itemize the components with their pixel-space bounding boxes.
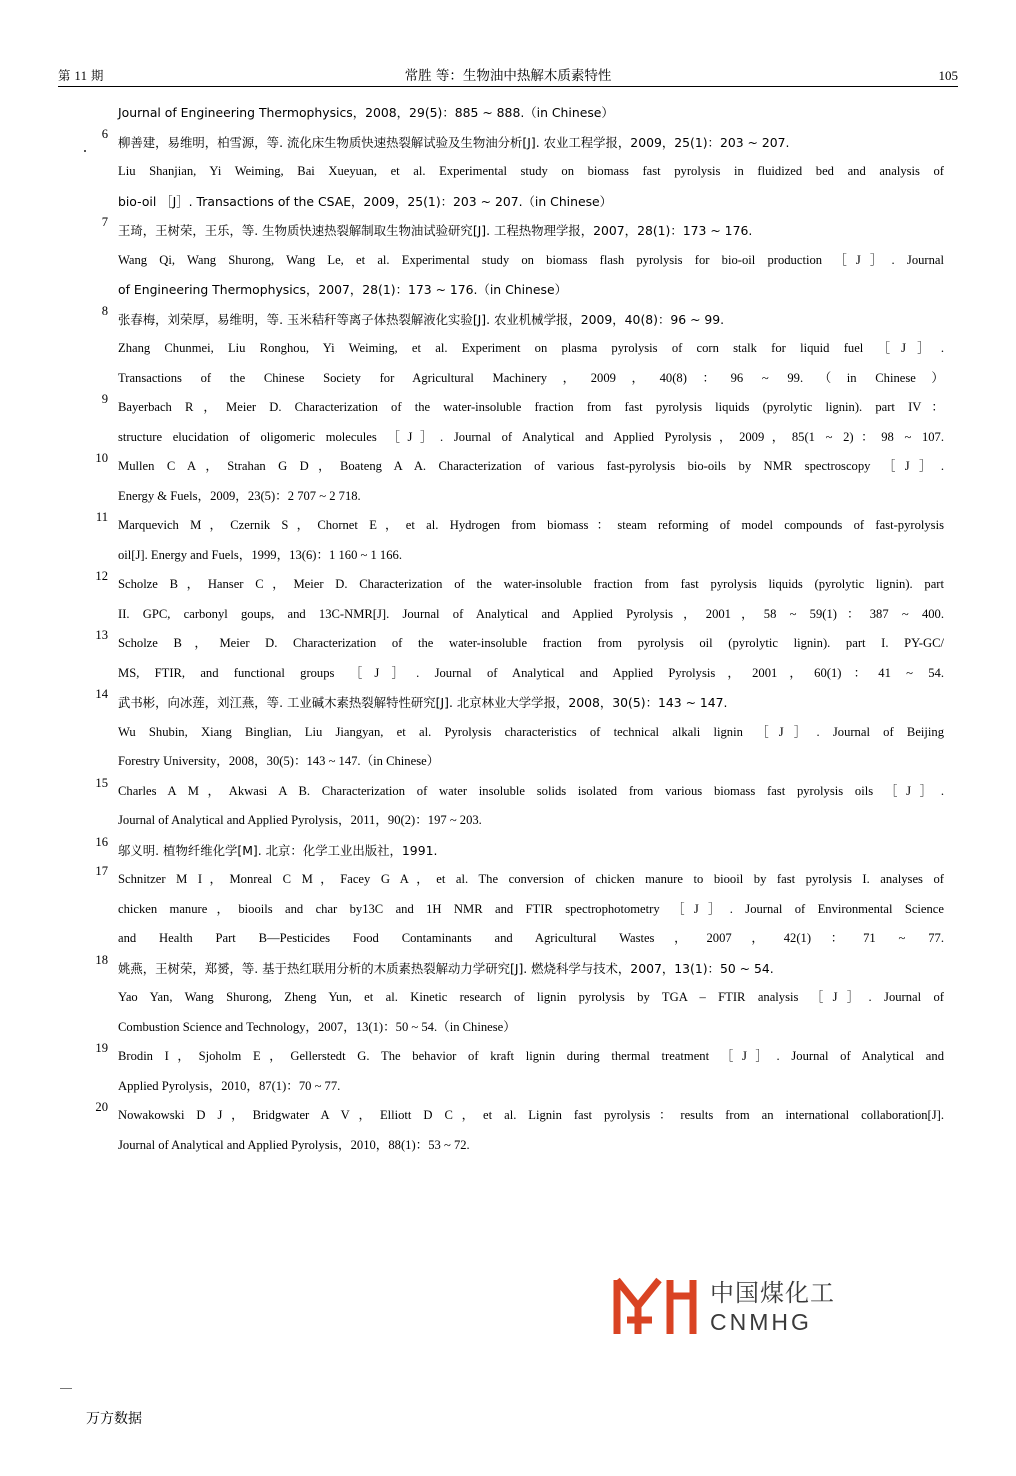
reference-line: Nowakowski D J，Bridgwater A V，Elliott D C，et al. Lignin fast pyrolysis：results from an international collaboration[J]. [118, 1108, 944, 1122]
reference-line: Combustion Science and Technology，2007，13(1)：50 ~ 54.（in Chinese） [118, 1019, 516, 1034]
reference-line: chicken manure，biooils and char by13C and 1H NMR and FTIR spectrophotometry ［J］. Journal of Environmental Science [118, 901, 944, 916]
reference-line: Zhang Chunmei, Liu Ronghou, Yi Weiming, et al. Experiment on plasma pyrolysis of corn stalk for liquid fuel ［J］. [118, 341, 944, 355]
reference-line: Wu Shubin, Xiang Binglian, Liu Jiangyan, et al. Pyrolysis characteristics of technical alkali lignin ［J］. Journal of Beijing [118, 724, 944, 739]
reference-number: 20 [95, 1100, 108, 1114]
reference-number: 9 [101, 392, 108, 406]
reference-item [84, 629, 944, 688]
reference-line: Bayerbach R，Meier D. Characterization of the water-insoluble fraction from fast pyrolysis liquids (pyrolytic lignin). part IV： [118, 400, 944, 414]
reference-line: of Engineering Thermophysics，2007，28(1)：173 ~ 176.（in Chinese） [118, 282, 567, 297]
cnmhg-logo-icon [612, 1276, 698, 1338]
reference-line: 柳善建，易维明，柏雪源，等. 流化床生物质快速热裂解试验及生物油分析[J]. 农业工程学报，2009，25(1)：203 ~ 207. [118, 134, 790, 150]
reference-line: Scholze B，Hanser C，Meier D. Characterization of the water-insoluble fraction from fast pyrolysis liquids (pyrolytic lignin). part [118, 577, 944, 591]
reference-number: 10 [95, 451, 108, 465]
margin-tick-lower [60, 1388, 72, 1389]
reference-line: Yao Yan, Wang Shurong, Zheng Yun, et al. Kinetic research of lignin pyrolysis by TGA – FTIR analysis ［J］. Journal of [118, 990, 944, 1004]
reference-number: 6 [101, 126, 108, 141]
reference-item [84, 688, 944, 777]
reference-line: 王琦，王树荣，王乐，等. 生物质快速热裂解制取生物油试验研究[J]. 工程热物理学报，2007，28(1)：173 ~ 176. [118, 223, 753, 238]
reference-line: Journal of Engineering Thermophysics，2008，29(5)：885 ~ 888.（in Chinese） [118, 105, 614, 120]
reference-item [84, 570, 944, 629]
reference-number: 7 [101, 215, 108, 229]
reference-number: 14 [95, 687, 108, 701]
reference-item [84, 305, 944, 394]
reference-number: 16 [95, 834, 108, 849]
reference-number: 12 [95, 569, 108, 583]
reference-number: 18 [95, 952, 108, 967]
reference-line: Schnitzer M I，Monreal C M，Facey G A，et al. The conversion of chicken manure to biooil by fast pyrolysis I. analyses of [118, 872, 944, 886]
reference-line: Journal of Analytical and Applied Pyrolysis，2011，90(2)：197 ~ 203. [118, 813, 482, 827]
reference-line: II. GPC, carbonyl goups, and 13C-NMR[J]. Journal of Analytical and Applied Pyrolysis，2001，58 ~ 59(1)：387 ~ 400. [118, 606, 944, 621]
reference-item [84, 954, 944, 1043]
running-head-title: 常胜 等：生物油中热解木质素特性 [404, 68, 612, 84]
reference-item [84, 1101, 944, 1160]
reference-number: 13 [95, 628, 108, 642]
reference-line: Journal of Analytical and Applied Pyrolysis，2010，88(1)：53 ~ 72. [118, 1137, 470, 1152]
publisher-logo [612, 1276, 842, 1344]
reference-line: Brodin I，Sjoholm E，Gellerstedt G. The behavior of kraft lignin during thermal treatment ［J］. Journal of Analytical and [118, 1049, 944, 1063]
reference-line: 姚燕，王树荣，郑赟，等. 基于热红联用分析的木质素热裂解动力学研究[J]. 燃烧科学与技术，2007，13(1)：50 ~ 54. [118, 960, 774, 976]
reference-line: Energy & Fuels，2009，23(5)：2 707 ~ 2 718. [118, 488, 361, 503]
footer-source: 万方数据 [86, 1411, 142, 1427]
reference-item [84, 393, 944, 452]
reference-line: Mullen C A，Strahan G D，Boateng A A. Characterization of various fast-pyrolysis bio-oils by NMR spectroscopy ［J］. [118, 459, 944, 473]
reference-number: 11 [95, 510, 108, 524]
reference-list [84, 98, 944, 1160]
reference-line: Scholze B，Meier D. Characterization of the water-insoluble fraction from pyrolysis oil (pyrolytic lignin). part I. PY-GC/ [118, 636, 944, 650]
reference-line: oil[J]. Energy and Fuels，1999，13(6)：1 160 ~ 1 166. [118, 547, 402, 562]
reference-line: 邬义明. 植物纤维化学[M]. 北京：化学工业出版社，1991. [118, 842, 438, 858]
reference-line: structure elucidation of oligomeric molecules ［J］. Journal of Analytical and Applied Pyrolysis，2009，85(1 ~ 2)：98 ~ 107. [118, 429, 944, 444]
reference-number: 17 [95, 864, 108, 878]
reference-line: Liu Shanjian, Yi Weiming, Bai Xueyuan, et al. Experimental study on biomass fast pyrolysis in fluidized bed and analysis of [118, 164, 944, 178]
reference-item [84, 511, 944, 570]
reference-line: Charles A M，Akwasi A B. Characterization of water insoluble solids isolated from various biomass fast pyrolysis oils ［J］. [118, 783, 944, 798]
reference-line: Transactions of the Chinese Society for Agricultural Machinery，2009，40(8)：96 ~ 99.（in Chinese） [118, 370, 944, 385]
running-head-left: 第 11 期 [58, 69, 104, 83]
reference-number: 15 [95, 775, 108, 790]
logo-text [710, 1278, 850, 1336]
reference-item [84, 128, 944, 217]
header-rule [58, 86, 958, 87]
reference-line: Applied Pyrolysis，2010，87(1)：70 ~ 77. [118, 1078, 341, 1093]
running-head [58, 58, 958, 84]
reference-continuation [84, 98, 944, 128]
reference-item [84, 216, 944, 305]
logo-chinese-name: 中国煤化工 [710, 1279, 835, 1307]
reference-line: bio-oil ［J］. Transactions of the CSAE，2009，25(1)：203 ~ 207.（in Chinese） [118, 193, 613, 209]
logo-english-name: CNMHG [710, 1309, 812, 1335]
reference-number: 19 [95, 1041, 108, 1055]
reference-item [84, 865, 944, 954]
reference-number: 8 [101, 303, 108, 318]
reference-item [84, 836, 944, 866]
reference-line: Wang Qi, Wang Shurong, Wang Le, et al. Experimental study on biomass flash pyrolysis for bio-oil production ［J］. Journal [118, 252, 944, 267]
reference-line: 武书彬，向冰莲，刘江燕，等. 工业碱木素热裂解特性研究[J]. 北京林业大学学报，2008，30(5)：143 ~ 147. [118, 695, 728, 710]
reference-item [84, 777, 944, 836]
reference-item [84, 1042, 944, 1101]
reference-line: 张春梅，刘荣厚，易维明，等. 玉米秸秆等离子体热裂解液化实验[J]. 农业机械学报，2009，40(8)：96 ~ 99. [118, 311, 725, 327]
reference-line: MS, FTIR, and functional groups ［J］. Journal of Analytical and Applied Pyrolysis，2001，60(1)：41 ~ 54. [118, 665, 944, 680]
reference-line: Forestry University，2008，30(5)：143 ~ 147.（in Chinese） [118, 754, 440, 768]
reference-line: Marquevich M，Czernik S，Chornet E，et al. Hydrogen from biomass：steam reforming of model compounds of fast-pyrolysis [118, 518, 944, 532]
reference-line: and Health Part B—Pesticides Food Contaminants and Agricultural Wastes，2007，42(1)：71 ~ 77. [118, 931, 944, 945]
reference-item [84, 452, 944, 511]
page-number: 105 [938, 68, 958, 83]
